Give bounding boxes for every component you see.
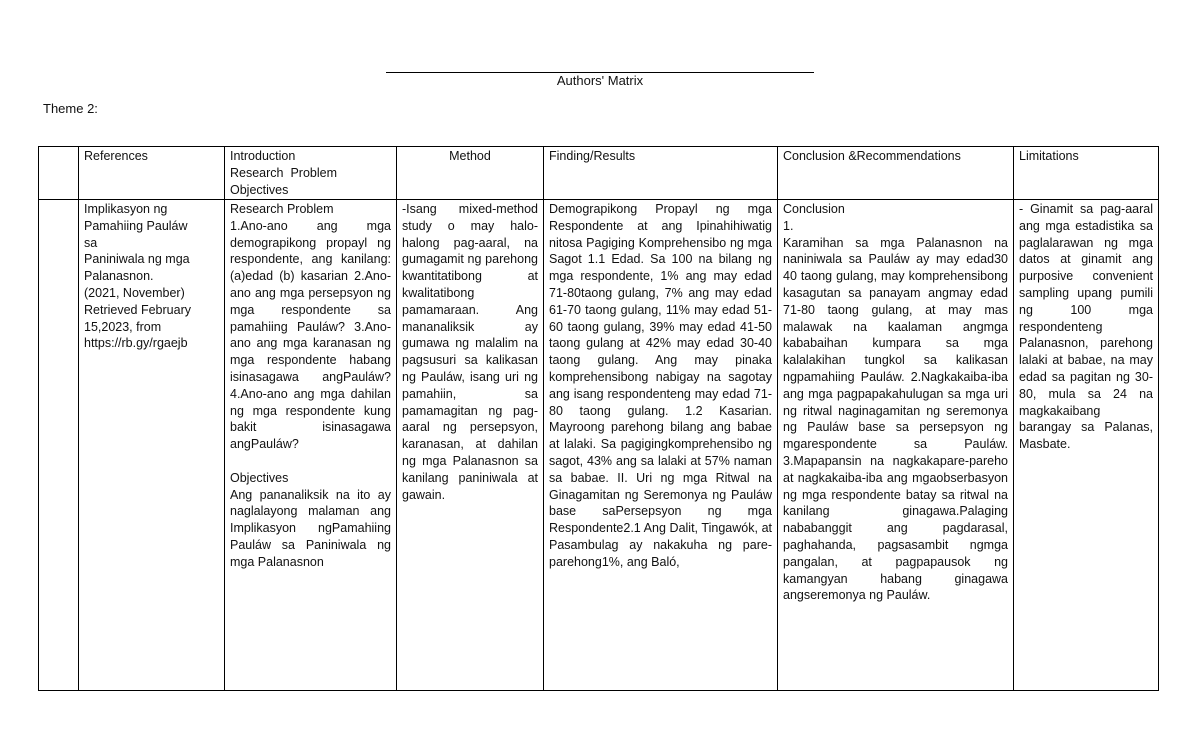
- research-problems-text: 1.Ano-ano ang mga demograpikong propayl ng respondente, ang kanilang: (a)edad (b) kasarian 2.Ano-ano ang mga persepsyon ng mga respondente sa pamahiing Pauláw? 3.Ano-ano ang mga karanasan ng mga respondente habang isinasagawa angPauláw? 4.Ano-ano ang mga dahilan ng mga respondente kung bakit isinasagawa angPauláw?: [230, 218, 391, 452]
- authors-matrix-table: [38, 146, 1159, 691]
- table-row: [39, 200, 1159, 691]
- table-header-row: [39, 147, 1159, 200]
- header-introduction-line: Introduction: [230, 149, 296, 163]
- objectives-heading: Objectives: [230, 470, 289, 485]
- header-research-problem-line: Research Problem: [230, 165, 337, 180]
- findings-cell: Demograpikong Propayl ng mga Respondente at ang Ipinahihiwatig nitosa Pagiging Komprehensibo ng mga Sagot 1.1 Edad. Sa 100 na bilang ng mga respondente, 1% ang may edad 71-80taong gulang, 7% ang may edad 61-70 taong gulang, 11% may edad 51-60 taong gulang, 39% may edad 41-50 taong gulang at 42% may edad 30-40 taong gulang. Ang may pinaka komprehensibong nabigay na sagotay ang isang respondenteng may edad 71-80 taong gulang. 1.2 Kasarian. Mayroong parehong bilang ang babae at lalaki. Sa pagigingkomprehensibo ng sagot, 43% ang sa lalaki at 57% naman sa babae. II. Uri ng mga Ritwal na Ginagamitan ng Seremonya ng Pauláw base saPersepsyon ng mga Respondente2.1 Ang Dalit, Tingawók, at Pasambulag ay nakakuha ng pare-parehong1%, ang Baló,: [544, 200, 778, 691]
- reference-line: Palanasnon.: [84, 269, 154, 284]
- reference-line: sa: [84, 235, 98, 250]
- conclusion-text: Karamihan sa mga Palanasnon na naniniwala sa Pauláw ay may edad30 40 taong gulang, may komprehensibong kasagutan sa panayam angmay edad 71-80 taong gulang, at may mas malawak na kaalaman angmga kababaihan kumpara sa mga kalalakihan tungkol sa kalikasan ngpamahiing Pauláw. 2.Nagkakaiba-iba ang mga pagpapakahulugan sa mga uri ng ritwal naginagamitan ng seremonya ng Pauláw base sa persepsyon ng mgarespondente sa Pauláw. 3.Mapapansin na nagkakapare-pareho at nagkakaiba-iba ang mgaobserbasyon ng mga respondente batay sa ritwal na kanilang ginagawa.Palaging nababanggit ang pagdarasal, paghahanda, pagsasambit ngmga pangalan, at pagpapausok ng kamangyan habang ginagawa angseremonya ng Pauláw.: [783, 235, 1008, 603]
- introduction-cell: [225, 200, 397, 691]
- method-cell: -Isang mixed-method study o may halo-halong pag-aaral, na gumagamit ng parehong kwantitatibong at kwalitatibong pamamaraan. Ang mananaliksik ay gumawa ng malalim na pagsusuri sa kalikasan ng Pauláw, isang uri ng pamahiin, sa pamamagitan ng pag-aaral ng persepsyon, karanasan, at dahilan ng mga Palanasnon sa kanilang paniniwala at gawain.: [397, 200, 544, 691]
- header-references: References: [79, 147, 225, 200]
- conclusion-number: 1.: [783, 218, 794, 233]
- blank-row-cell: [39, 200, 79, 691]
- limitations-cell: - Ginamit sa pag-aaral ang mga estadistika sa paglalarawan ng mga datos at ginamit ang purposive convenient sampling upang pumili ng 100 mga respondenteng Palanasnon, parehong lalaki at babae, na may edad sa pagitan ng 30-80, mula sa 24 na magkakaibang barangay sa Palanas, Masbate.: [1014, 200, 1159, 691]
- conclusion-cell: [778, 200, 1014, 691]
- blank-header-cell: [39, 147, 79, 200]
- header-method: Method: [397, 147, 544, 200]
- header-introduction: [225, 147, 397, 200]
- research-problem-heading: Research Problem: [230, 202, 334, 216]
- theme-label: Theme 2:: [43, 101, 98, 116]
- reference-line: Retrieved February: [84, 302, 191, 317]
- reference-line: (2021, November): [84, 285, 185, 300]
- objectives-text: Ang pananaliksik na ito ay naglalayong malaman ang Implikasyon ngPamahiing Pauláw sa Paniniwala ng mga Palanasnon: [230, 487, 391, 569]
- reference-line: Implikasyon ng: [84, 202, 168, 216]
- reference-line: Pamahiing Pauláw: [84, 218, 188, 233]
- reference-line: Paniniwala ng mga: [84, 252, 190, 267]
- document-title: Authors' Matrix: [556, 73, 644, 88]
- header-objectives-line: Objectives: [230, 182, 289, 197]
- header-findings: Finding/Results: [544, 147, 778, 200]
- reference-line: 15,2023, from: [84, 319, 162, 334]
- conclusion-heading: Conclusion: [783, 202, 845, 216]
- header-limitations: Limitations: [1014, 147, 1159, 200]
- references-cell: [79, 200, 225, 691]
- header-conclusion: Conclusion &Recommendations: [778, 147, 1014, 200]
- reference-link: https://rb.gy/rgaejb: [84, 336, 188, 351]
